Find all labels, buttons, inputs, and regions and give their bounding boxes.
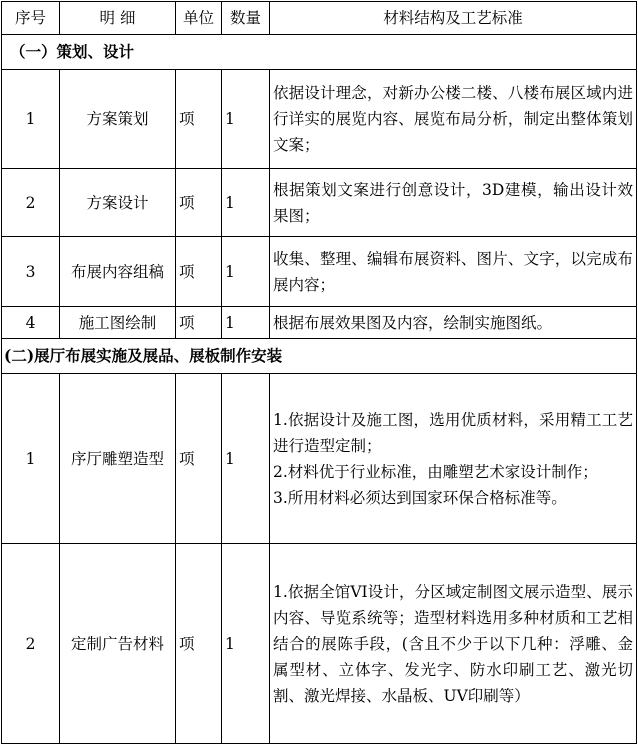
row-qty: 1 (222, 544, 270, 744)
row-no: 3 (2, 237, 60, 307)
standard-line: 3.所用材料必须达到国家环保合格标准等。 (273, 488, 567, 507)
row-qty: 1 (222, 237, 270, 307)
table-row (2, 70, 637, 169)
row-no: 1 (2, 374, 60, 544)
section-title: (二)展厅布展实施及展品、展板制作安装 (2, 339, 637, 374)
row-standard: 根据策划文案进行创意设计，3D建模，输出设计效果图； (270, 169, 637, 237)
row-no: 2 (2, 169, 60, 237)
row-qty: 1 (222, 374, 270, 544)
row-item: 定制广告材料 (60, 544, 176, 744)
row-qty: 1 (222, 307, 270, 339)
row-standard (270, 544, 637, 744)
table-row (2, 237, 637, 307)
header-no: 序号 (2, 2, 60, 35)
row-no: 1 (2, 70, 60, 169)
header-qty: 数量 (222, 2, 270, 35)
table-header-row (2, 2, 637, 35)
section-heading-row (2, 339, 637, 374)
row-item: 布展内容组稿 (60, 237, 176, 307)
row-no: 2 (2, 544, 60, 744)
table-row (2, 169, 637, 237)
standard-line: 2.材料优于行业标准，由雕塑艺术家设计制作； (273, 462, 598, 481)
row-unit: 项 (176, 307, 222, 339)
section-heading-row (2, 35, 637, 70)
section-title: （一）策划、设计 (2, 35, 637, 70)
row-unit: 项 (176, 169, 222, 237)
row-standard: 根据布展效果图及内容，绘制实施图纸。 (270, 307, 637, 339)
row-standard: 依据设计理念，对新办公楼二楼、八楼布展区域内进行详实的展览内容、展览布局分析，制定出整体策划文案； (270, 70, 637, 169)
row-unit: 项 (176, 237, 222, 307)
row-item: 序厅雕塑造型 (60, 374, 176, 544)
table-row (2, 307, 637, 339)
standard-line: 1.依据全馆VI设计，分区域定制图文展示造型、展示内容、导览系统等；造型材料选用多种材质和工艺相结合的展陈手段，(含且不少于以下几种：浮雕、金属型材、立体字、发光字、防水印刷工艺、激光切割、激光焊接、水晶板、UV印刷等） (273, 582, 633, 705)
table-row (2, 374, 637, 544)
row-unit: 项 (176, 70, 222, 169)
header-standard: 材料结构及工艺标准 (270, 2, 637, 35)
spec-table (1, 1, 637, 744)
row-qty: 1 (222, 70, 270, 169)
table-row (2, 544, 637, 744)
standard-line: 1.依据设计及施工图，选用优质材料，采用精工工艺进行造型定制； (273, 410, 633, 455)
row-standard (270, 374, 637, 544)
row-unit: 项 (176, 374, 222, 544)
row-item: 施工图绘制 (60, 307, 176, 339)
row-item: 方案策划 (60, 70, 176, 169)
row-standard: 收集、整理、编辑布展资料、图片、文字，以完成布展内容； (270, 237, 637, 307)
row-item: 方案设计 (60, 169, 176, 237)
row-no: 4 (2, 307, 60, 339)
header-item: 明 细 (60, 2, 176, 35)
row-qty: 1 (222, 169, 270, 237)
row-unit: 项 (176, 544, 222, 744)
header-unit: 单位 (176, 2, 222, 35)
